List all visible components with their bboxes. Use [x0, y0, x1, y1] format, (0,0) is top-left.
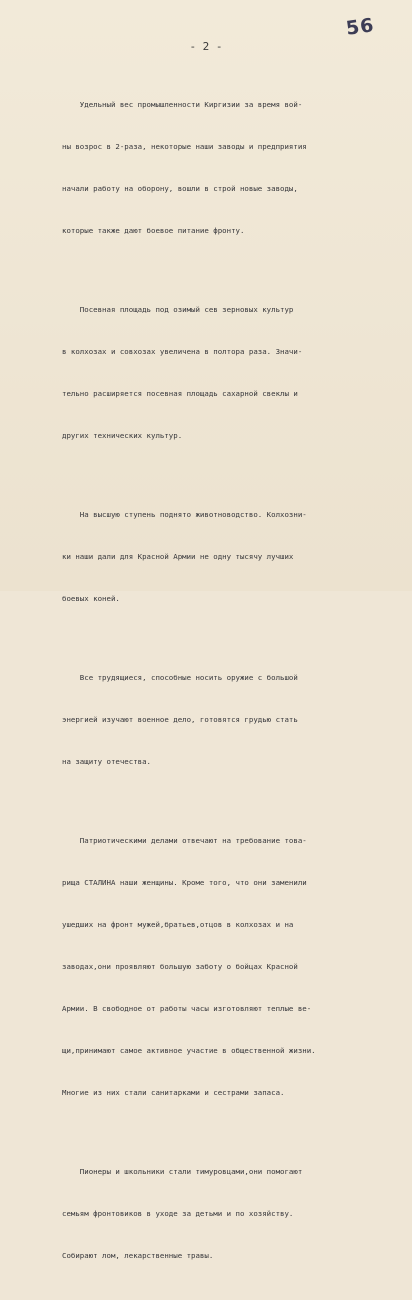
text-line: которые также дают боевое питание фронту. [62, 226, 245, 235]
text-line: Удельный вес промышленности Киргизии за время вой- [62, 100, 303, 109]
text-line: других технических культур. [62, 431, 183, 440]
text-line: начали работу на оборону, вошли в строй новые заводы, [62, 184, 298, 193]
text-line: Патриотическими делами отвечают на требование това- [62, 836, 307, 845]
text-line: рища СТАЛИНА наши женщины. Кроме того, что они заменили [62, 878, 307, 887]
paragraph [62, 70, 362, 266]
text-line: Многие из них стали санитарками и сестрами запаса. [62, 1088, 285, 1097]
text-line: энергией изучают военное дело, готовятся грудью стать [62, 715, 298, 724]
page-number: - 2 - [189, 40, 223, 53]
text-line: на защиту отечества. [62, 757, 151, 766]
text-line: тельно расширяется посевная площадь сахарной свеклы и [62, 389, 298, 398]
paragraph [62, 806, 362, 1128]
text-line: Все трудящиеся, способные носить оружие с большой [62, 673, 298, 682]
body-text [62, 70, 362, 1300]
text-line: Армии. В свободное от работы часы изготовляют теплые ве- [62, 1004, 312, 1013]
text-line: На высшую ступень поднято животноводство. Колхозни- [62, 510, 307, 519]
paragraph [62, 275, 362, 471]
paragraph [62, 1137, 362, 1291]
text-line: Пионеры и школьники стали тимуровцами,они помогают [62, 1167, 303, 1176]
text-line: боевых коней. [62, 594, 120, 603]
paragraph [62, 643, 362, 797]
text-line: семьям фронтовиков в уходе за детьми и по хозяйству. [62, 1209, 294, 1218]
text-line: ки наши дали для Красной Армии не одну тысячу лучших [62, 552, 294, 561]
text-line: в колхозах и совхозах увеличена в полтора раза. Значи- [62, 347, 303, 356]
text-line: ушедших на фронт мужей,братьев,отцов в колхозах и на [62, 920, 294, 929]
text-line: ны возрос в 2-раза, некоторые наши заводы и предприятия [62, 142, 307, 151]
handwritten-folio-number: 56 [344, 14, 376, 40]
text-line: Посевная площадь под озимый сев зерновых культур [62, 305, 294, 314]
text-line: заводах,они проявляют большую заботу о бойцах Красной [62, 962, 298, 971]
text-line: Собирают лом, лекарственные травы. [62, 1251, 214, 1260]
paragraph [62, 480, 362, 634]
text-line: щи,принимают самое активное участие в общественной жизни. [62, 1046, 316, 1055]
